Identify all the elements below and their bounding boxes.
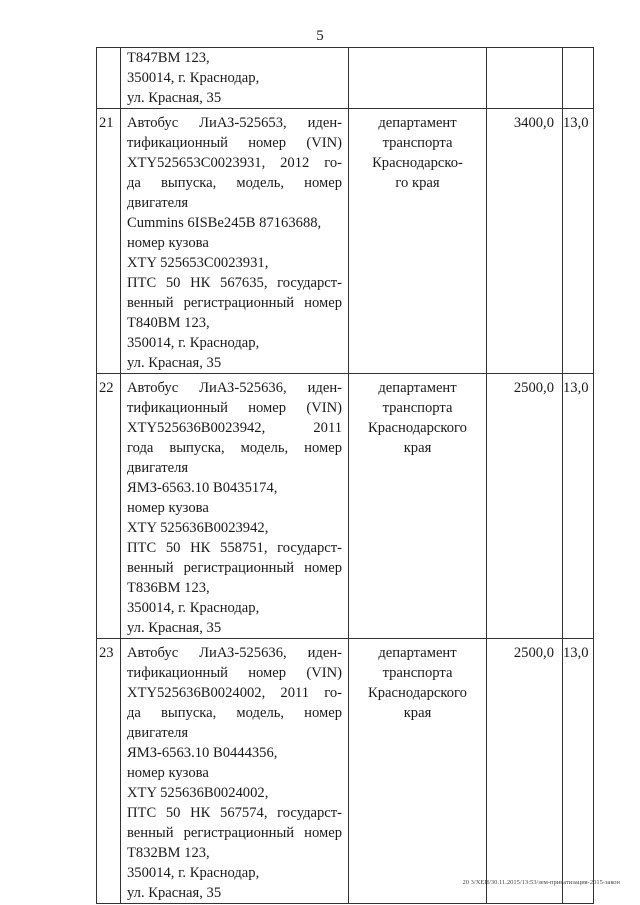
description-line: XTY525636B0024002, 2011 го- [127, 685, 342, 701]
description-line: двигателя [127, 460, 189, 476]
description-line: ул. Красная, 35 [127, 90, 222, 106]
description-cell [121, 374, 349, 639]
table-row [97, 374, 594, 639]
description-line: ЯМЗ-6563.10 В0435174, [127, 480, 278, 496]
row-number-cell: 21 [97, 109, 121, 374]
description-line: венный регистрационный номер [127, 825, 342, 841]
description-line: XTY 525636B0023942, [127, 520, 269, 536]
description-line: ЯМЗ-6563.10 В0444356, [127, 745, 278, 761]
document-footer: 20 3/ХЕН/30.11.2015/13:53/зем-приватизация-2015-закон [462, 879, 620, 886]
department-line: Краснодарского [368, 420, 467, 436]
description-line: Автобус ЛиАЗ-525636, иден- [127, 645, 342, 661]
property-table [96, 47, 594, 904]
description-line: да выпуска, модель, номер [127, 705, 342, 721]
description-line: венный регистрационный номер [127, 560, 342, 576]
description-line: XTY525653C0023931, 2012 го- [127, 155, 342, 171]
department-line: департамент [378, 380, 457, 396]
description-line: Т832ВМ 123, [127, 845, 210, 861]
department-line: Краснодарского [368, 685, 467, 701]
description-line: номер кузова [127, 765, 209, 781]
department-line: Краснодарско- [372, 155, 463, 171]
department-line: края [403, 440, 432, 456]
description-line: 350014, г. Краснодар, [127, 70, 260, 86]
department-cell [349, 109, 487, 374]
description-line: года выпуска, модель, номер [127, 440, 342, 456]
description-cell [121, 639, 349, 904]
description-line: Т847ВМ 123, [127, 50, 210, 66]
description-line: ПТС 50 НК 567574, государст- [127, 805, 342, 821]
description-line: номер кузова [127, 500, 209, 516]
description-line: да выпуска, модель, номер [127, 175, 342, 191]
description-cell [121, 109, 349, 374]
description-cell [121, 48, 349, 109]
department-line: транспорта [382, 665, 453, 681]
percent-cell: 13,0 [563, 374, 594, 639]
page-number: 5 [316, 28, 324, 44]
description-line: XTY 525653C0023931, [127, 255, 269, 271]
description-line: Т840ВМ 123, [127, 315, 210, 331]
description-line: Cummins 6ISBe245B 87163688, [127, 215, 322, 231]
amount-cell [487, 48, 563, 109]
amount-cell: 2500,0 [487, 374, 563, 639]
table-row [97, 109, 594, 374]
department-cell [349, 48, 487, 109]
row-number-cell: 22 [97, 374, 121, 639]
description-line: 350014, г. Краснодар, [127, 335, 260, 351]
description-line: ПТС 50 НК 567635, государст- [127, 275, 342, 291]
description-line: тификационный номер (VIN) [127, 665, 342, 681]
description-line: номер кузова [127, 235, 209, 251]
description-line: тификационный номер (VIN) [127, 135, 342, 151]
description-line: Автобус ЛиАЗ-525636, иден- [127, 380, 342, 396]
department-line: го края [395, 175, 440, 191]
description-line: XTY525636B0023942, 2011 [127, 420, 342, 436]
description-line: 350014, г. Краснодар, [127, 865, 260, 881]
amount-cell: 2500,0 [487, 639, 563, 904]
row-number-cell: 23 [97, 639, 121, 904]
description-line: ул. Красная, 35 [127, 620, 222, 636]
description-line: ул. Красная, 35 [127, 355, 222, 371]
description-line: 350014, г. Краснодар, [127, 600, 260, 616]
department-line: края [403, 705, 432, 721]
description-line: XTY 525636B0024002, [127, 785, 269, 801]
amount-cell: 3400,0 [487, 109, 563, 374]
department-line: департамент [378, 645, 457, 661]
row-number-cell [97, 48, 121, 109]
description-line: двигателя [127, 195, 189, 211]
percent-cell: 13,0 [563, 639, 594, 904]
description-line: венный регистрационный номер [127, 295, 342, 311]
department-cell [349, 639, 487, 904]
department-line: транспорта [382, 135, 453, 151]
description-line: ул. Красная, 35 [127, 885, 222, 901]
description-line: двигателя [127, 725, 189, 741]
description-line: Т836ВМ 123, [127, 580, 210, 596]
department-line: департамент [378, 115, 457, 131]
department-cell [349, 374, 487, 639]
table-row [97, 48, 594, 109]
department-line: транспорта [382, 400, 453, 416]
percent-cell: 13,0 [563, 109, 594, 374]
description-line: Автобус ЛиАЗ-525653, иден- [127, 115, 342, 131]
table-row [97, 639, 594, 904]
percent-cell [563, 48, 594, 109]
description-line: ПТС 50 НК 558751, государст- [127, 540, 342, 556]
description-line: тификационный номер (VIN) [127, 400, 342, 416]
